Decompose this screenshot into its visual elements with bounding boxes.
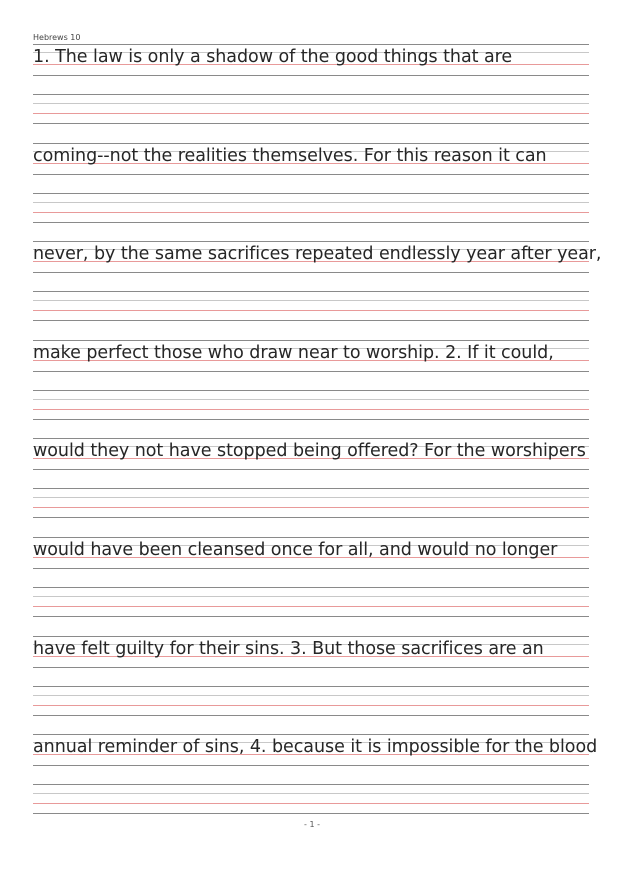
practice-text-line: annual reminder of sins, 4. because it is impossible for the blood <box>33 737 598 758</box>
guide-line <box>33 419 589 420</box>
guide-line <box>33 606 589 607</box>
guide-line <box>33 174 589 175</box>
guide-line <box>33 488 589 489</box>
guide-line <box>33 616 589 617</box>
guide-line <box>33 291 589 292</box>
guide-line <box>33 497 589 498</box>
guide-line <box>33 596 589 597</box>
guide-line <box>33 103 589 104</box>
guide-line <box>33 193 589 194</box>
guide-line <box>33 371 589 372</box>
guide-line <box>33 667 589 668</box>
practice-text-line: 1. The law is only a shadow of the good things that are <box>33 47 513 67</box>
practice-text-line: never, by the same sacrifices repeated endlessly year after year, <box>33 244 602 265</box>
guide-line <box>33 340 589 341</box>
guide-line <box>33 537 589 538</box>
guide-line <box>33 409 589 410</box>
guide-line <box>33 507 589 508</box>
guide-line <box>33 517 589 518</box>
guide-line <box>33 202 589 203</box>
guide-line <box>33 123 589 124</box>
guide-line <box>33 310 589 311</box>
guide-line <box>33 438 589 439</box>
guide-line <box>33 765 589 766</box>
guide-line <box>33 636 589 637</box>
guide-line <box>33 222 589 223</box>
guide-line <box>33 469 589 470</box>
guide-line <box>33 390 589 391</box>
guide-line <box>33 44 589 45</box>
guide-line <box>33 813 589 814</box>
guide-line <box>33 784 589 785</box>
guide-line <box>33 113 589 114</box>
practice-text-line: coming--not the realities themselves. For this reason it can <box>33 145 547 166</box>
guide-line <box>33 686 589 687</box>
practice-text-line: would they not have stopped being offered? For the worshipers <box>33 441 586 462</box>
guide-line <box>33 75 589 76</box>
practice-text-line: have felt guilty for their sins. 3. But those sacrifices are an <box>33 638 544 659</box>
guide-line <box>33 803 589 804</box>
page-number: - 1 - <box>304 820 320 829</box>
guide-line <box>33 715 589 716</box>
guide-line <box>33 143 589 144</box>
guide-line <box>33 793 589 794</box>
guide-line <box>33 587 589 588</box>
guide-line <box>33 399 589 400</box>
guide-line <box>33 212 589 213</box>
guide-line <box>33 568 589 569</box>
practice-text-line: would have been cleansed once for all, and would no longer <box>33 540 558 560</box>
guide-line <box>33 300 589 301</box>
guide-line <box>33 695 589 696</box>
guide-line <box>33 705 589 706</box>
guide-line <box>33 734 589 735</box>
guide-line <box>33 94 589 95</box>
guide-line <box>33 241 589 242</box>
guide-line <box>33 272 589 273</box>
page-header: Hebrews 10 <box>33 33 81 42</box>
practice-text-line: make perfect those who draw near to worship. 2. If it could, <box>33 342 554 363</box>
guide-line <box>33 320 589 321</box>
